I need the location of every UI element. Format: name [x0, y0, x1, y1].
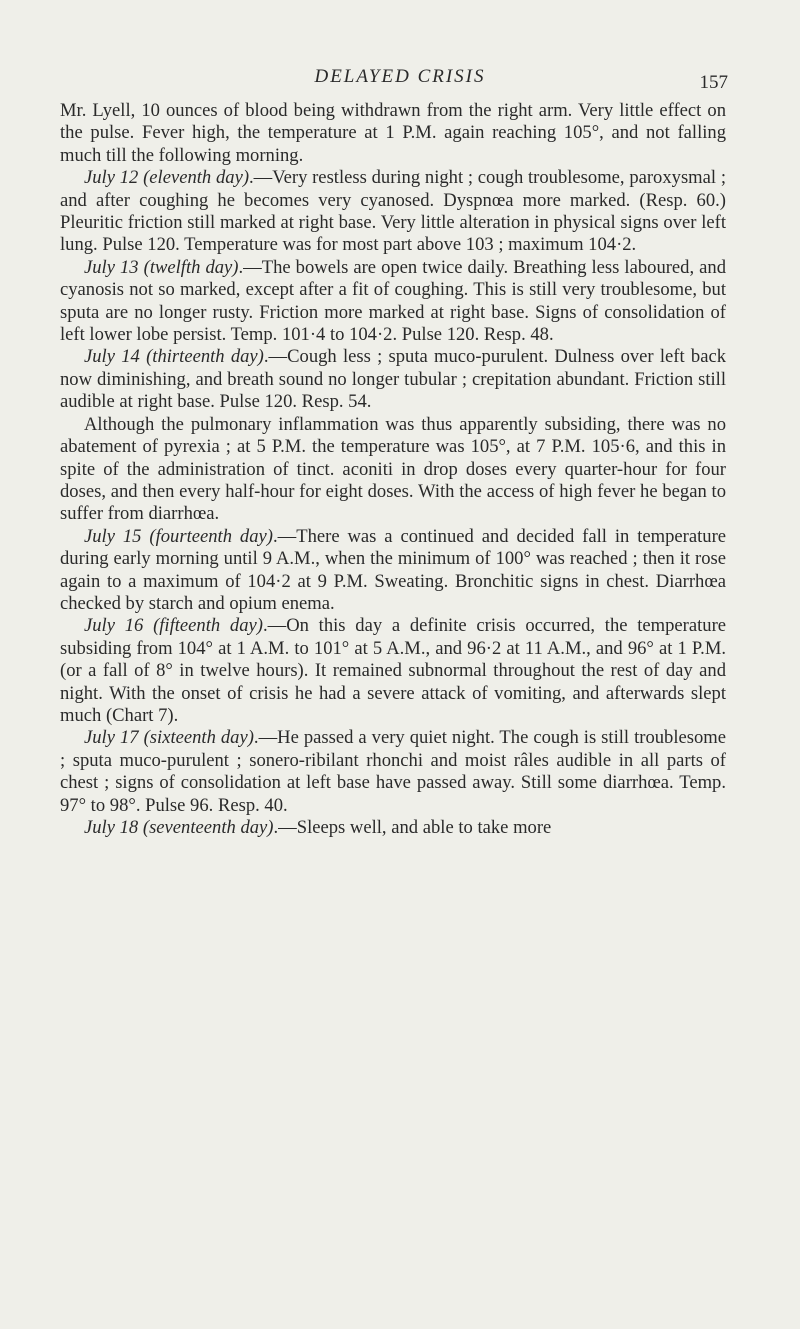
paragraph — [60, 615, 726, 727]
entry-day: (eleventh day) — [143, 167, 250, 189]
paragraph-text: .—Sleeps well, and able to take more — [273, 817, 552, 838]
paragraph-text: Although the pulmonary inflammation was thus apparently subsiding, there was no abatement of pyrexia ; at 5 P.M. the temperature was 105°, at 7 P.M. 105·6, and this in spite of the administration of tinct. aconiti in drop doses every quarter-hour for four doses, and then every half-hour for eight doses. With the access of high fever he began to suffer from diarrhœa. — [60, 413, 726, 525]
entry-date: July 12 — [84, 167, 139, 189]
paragraph — [60, 414, 726, 526]
entry-day: (seventeenth day) — [142, 817, 274, 838]
paragraph — [60, 100, 726, 167]
paragraph — [60, 526, 726, 616]
paragraph-text: Mr. Lyell, 10 ounces of blood being withdrawn from the right arm. Very little effect on the pulse. Fever high, the temperature at 1 P.M. again reaching 105°, and not falling much till the following morning. — [60, 100, 726, 166]
paragraph-text: .—The bowels are open twice daily. Breathing less laboured, and cyanosis not so marked, except after a fit of coughing. This is still very troublesome, but sputa are no longer rusty. Friction more marked at right base. Signs of consolidation of left lower lobe persist. Temp. 101·4 to 104·2. Pulse 120. Resp. 48. — [60, 256, 726, 346]
paragraph — [60, 257, 726, 347]
case-notes-body — [60, 100, 726, 839]
paragraph — [60, 346, 726, 413]
entry-date: July 13 — [84, 256, 139, 278]
entry-day: (twelfth day) — [143, 256, 239, 278]
entry-date: July 15 — [84, 525, 142, 547]
paragraph — [60, 727, 726, 817]
entry-date: July 16 — [84, 615, 144, 637]
paragraph — [60, 817, 726, 839]
paragraph-text: .—Very restless during night ; cough troublesome, paroxysmal ; and after coughing he becomes very cyanosed. Dyspnœa more marked. (Resp. 60.) Pleuritic friction still marked at right base. Very little alteration in physical signs over left lung. Pulse 120. Temperature was for most part above 103 ; maximum 104·2. — [60, 167, 726, 256]
entry-date: July 18 — [84, 817, 139, 838]
paragraph-text: .—On this day a definite crisis occurred, the temperature subsiding from 104° at 1 A.M. to 101° at 5 A.M., and 96·2 at 11 A.M., and 96° at 1 P.M. (or a fall of 8° in twelve hours). It remained subnormal throughout the rest of day and night. With the onset of crisis he had a severe attack of vomiting, and afterwards slept much (Chart 7). — [60, 615, 727, 726]
running-head: DELAYED CRISIS — [314, 66, 486, 87]
paragraph — [60, 167, 726, 257]
paragraph-text: .—There was a continued and decided fall in temperature during early morning until 9 A.M., when the minimum of 100° was reached ; then it rose again to a maximum of 104·2 at 9 P.M. Sweating. Bronchitic signs in chest. Diarrhœa checked by starch and opium enema. — [60, 525, 727, 614]
paragraph-text: .—He passed a very quiet night. The cough is still troublesome ; sputa muco-purulent ; sonero-ribilant rhonchi and moist râles audible in all parts of chest ; signs of consolidation at left base have passed away. Still some diarrhœa. Temp. 97° to 98°. Pulse 96. Resp. 40. — [60, 727, 727, 816]
page-number: 157 — [699, 72, 728, 93]
entry-day: (sixteenth day) — [143, 727, 254, 749]
paragraph-text: .—Cough less ; sputa muco-purulent. Dulness over left back now diminishing, and breath sound no longer tubular ; crepitation abundant. Friction still audible at right base. Pulse 120. Resp. 54. — [60, 346, 726, 413]
entry-day: (fifteenth day) — [153, 615, 263, 637]
entry-date: July 14 — [84, 346, 140, 368]
entry-day: (thirteenth day) — [146, 346, 264, 368]
entry-date: July 17 — [84, 727, 139, 749]
entry-day: (fourteenth day) — [149, 525, 273, 547]
